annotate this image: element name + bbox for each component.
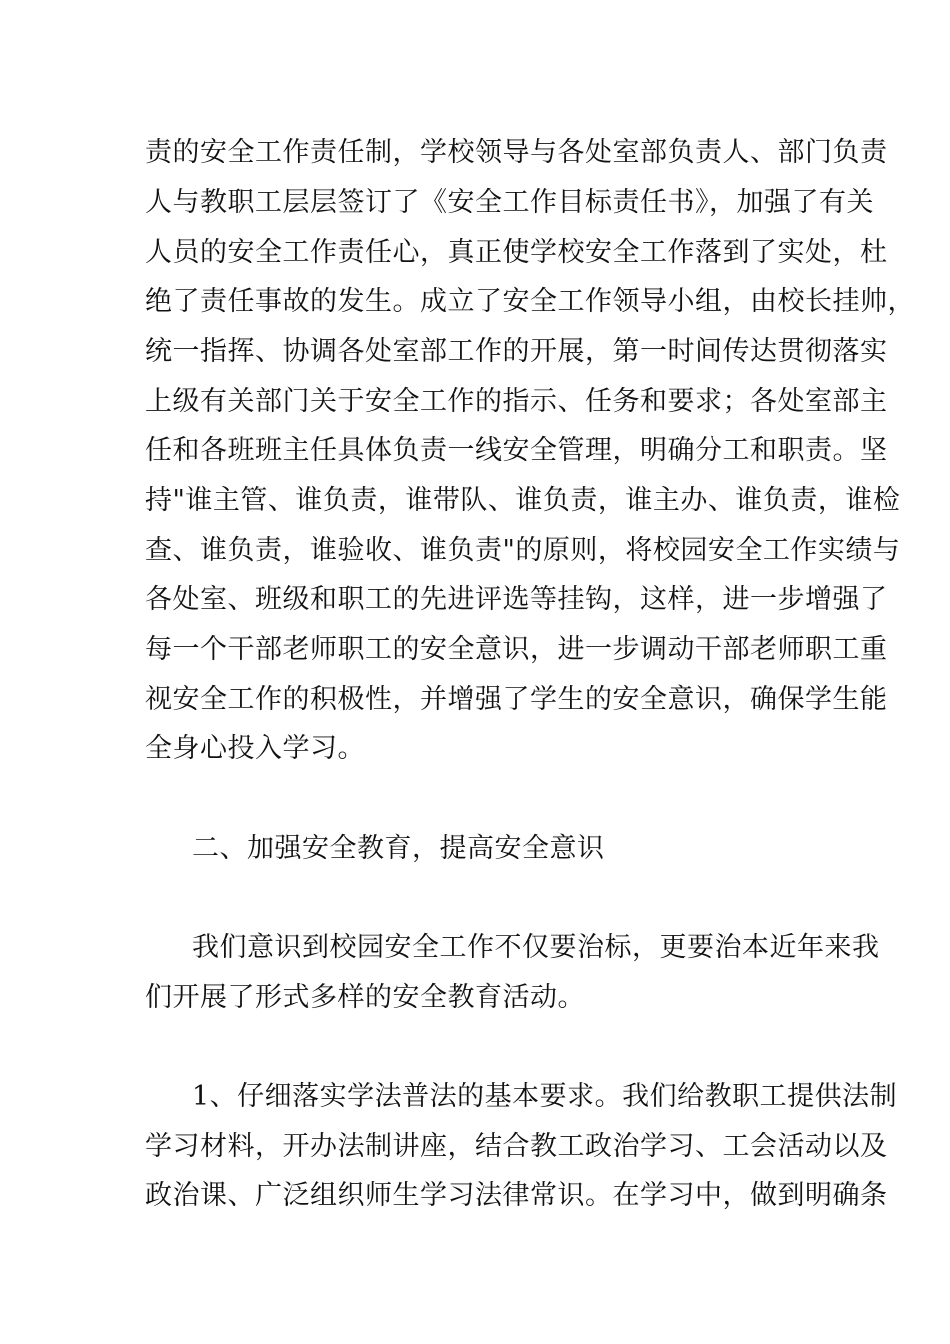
paragraph-line: 绝了责任事故的发生。成立了安全工作领导小组，由校长挂帅， (145, 286, 915, 317)
paragraph-line: 上级有关部门关于安全工作的指示、任务和要求；各处室部主 (145, 386, 888, 417)
paragraph-line: 全身心投入学习。 (145, 733, 365, 764)
paragraph-line: 持"谁主管、谁负责，谁带队、谁负责，谁主办、谁负责，谁检 (145, 485, 901, 516)
paragraph-line: 责的安全工作责任制，学校领导与各处室部负责人、部门负责 (145, 137, 888, 168)
paragraph-line: 政治课、广泛组织师生学习法律常识。在学习中，做到明确条 (145, 1180, 888, 1211)
paragraph-line: 人与教职工层层签订了《安全工作目标责任书》，加强了有关 (145, 187, 874, 218)
paragraph-line: 们开展了形式多样的安全教育活动。 (145, 982, 585, 1013)
paragraph-line: 人员的安全工作责任心，真正使学校安全工作落到了实处，杜 (145, 237, 888, 268)
paragraph-line: 各处室、班级和职工的先进评选等挂钩，这样，进一步增强了 (145, 584, 888, 615)
paragraph-line: 任和各班班主任具体负责一线安全管理，明确分工和职责。坚 (145, 435, 888, 466)
paragraph-line: 每一个干部老师职工的安全意识，进一步调动干部老师职工重 (145, 634, 888, 665)
paragraph-line: 统一指挥、协调各处室部工作的开展，第一时间传达贯彻落实 (145, 336, 888, 367)
paragraph-line: 1、仔细落实学法普法的基本要求。我们给教职工提供法制 (192, 1081, 898, 1112)
paragraph-line: 我们意识到校园安全工作不仅要治标，更要治本近年来我 (192, 932, 880, 963)
paragraph-line: 视安全工作的积极性，并增强了学生的安全意识，确保学生能 (145, 684, 888, 715)
section-heading: 二、加强安全教育，提高安全意识 (192, 833, 605, 864)
paragraph-line: 查、谁负责，谁验收、谁负责"的原则，将校园安全工作实绩与 (145, 535, 901, 566)
paragraph-line: 学习材料，开办法制讲座，结合教工政治学习、工会活动以及 (145, 1131, 888, 1162)
